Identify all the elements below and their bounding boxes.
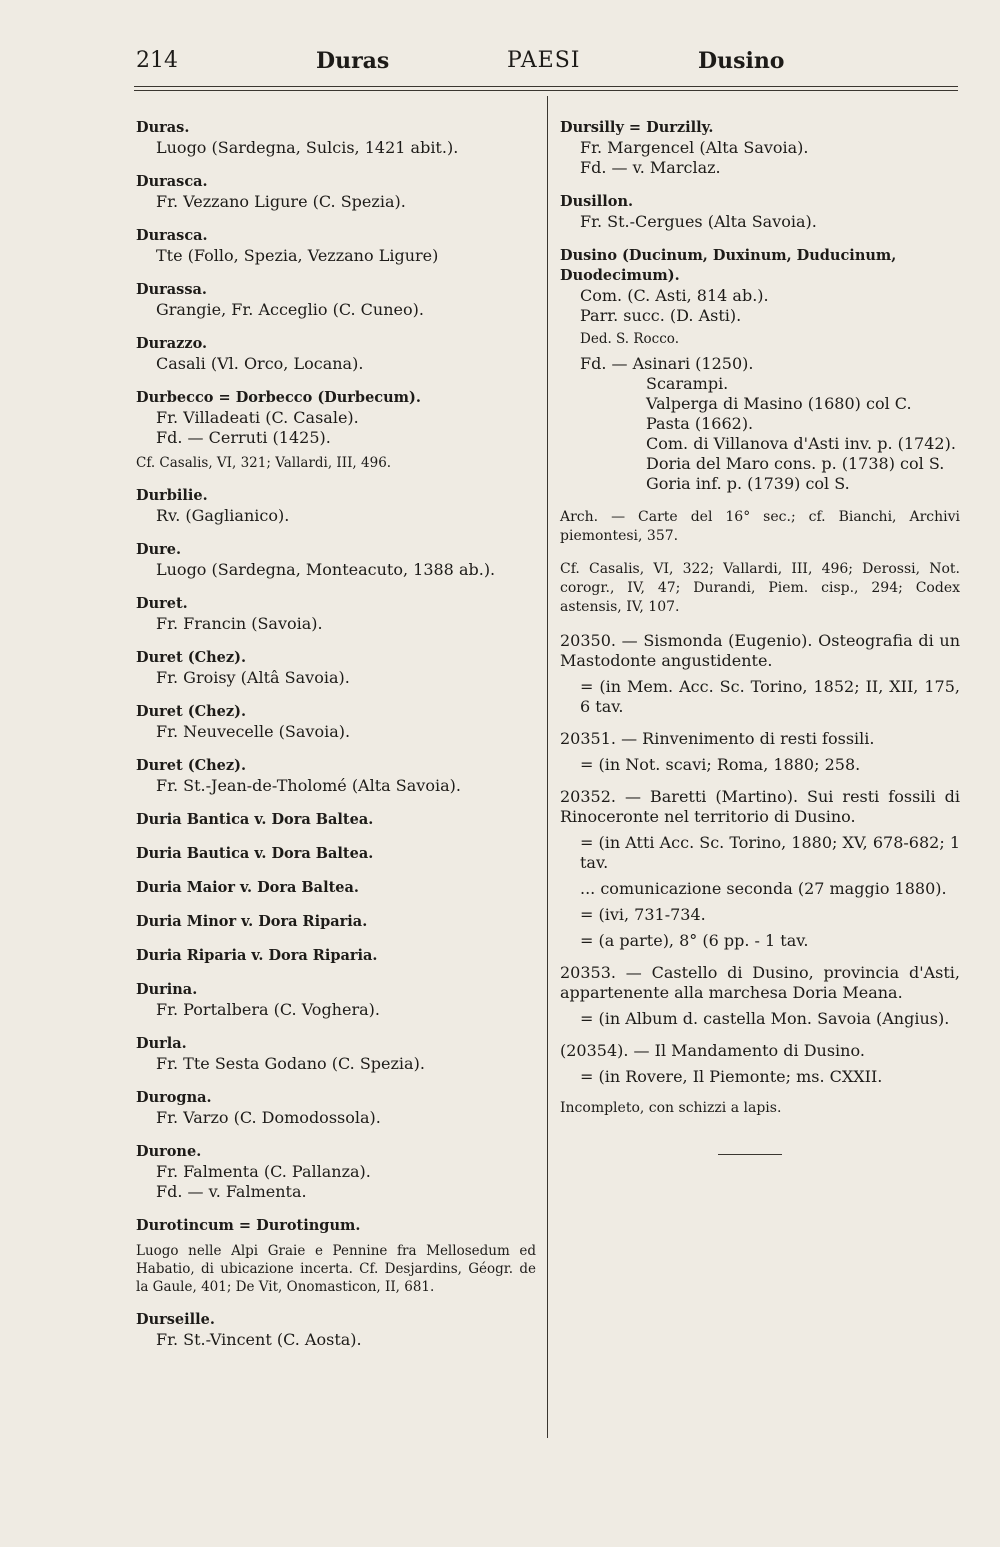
end-rule	[718, 1154, 782, 1155]
bibliography-detail: = (a parte), 8° (6 pp. - 1 tav.	[580, 931, 809, 950]
bibliography-text: 20352. — Baretti (Martino). Sui resti fossili di Rinoceronte nel territorio di Dusino.	[560, 787, 960, 826]
dictionary-entry	[136, 1088, 536, 1128]
entry-reference: Luogo nelle Alpi Graie e Pennine fra Mellosedum ed Habatio, di ubicazione incerta. Cf. Desjardins, Géogr. de la Gaule, 401; De Vit, Onomasticon, II, 681.	[136, 1243, 536, 1295]
entry-headword: Duret (Chez).	[136, 703, 247, 720]
entry-headword: Durbilie.	[136, 487, 208, 504]
entry-line: Fr. Vezzano Ligure (C. Spezia).	[156, 192, 406, 211]
bibliography-detail: = (in Not. scavi; Roma, 1880; 258.	[580, 755, 861, 774]
entry-line: Fr. Francin (Savoia).	[156, 614, 323, 633]
bibliography-item	[560, 631, 960, 717]
entry-headword: Duret (Chez).	[136, 757, 247, 774]
entry-line: Fr. Margencel (Alta Savoia).	[580, 138, 809, 157]
left-column	[136, 118, 536, 1364]
dictionary-entry	[136, 980, 536, 1020]
dictionary-entry	[136, 878, 536, 898]
entry-line: Fd. — Cerruti (1425).	[156, 428, 331, 447]
entry-headword: Dure.	[136, 541, 182, 558]
entry-line: Fr. St.-Vincent (C. Aosta).	[156, 1330, 362, 1349]
dictionary-entry	[136, 226, 536, 266]
entry-line: Luogo (Sardegna, Sulcis, 1421 abit.).	[156, 138, 459, 157]
dedication-line: Ded. S. Rocco.	[580, 331, 679, 347]
entry-line: Tte (Follo, Spezia, Vezzano Ligure)	[156, 246, 439, 265]
dictionary-entry	[560, 192, 960, 232]
bibliography-detail: = (in Album d. castella Mon. Savoia (Angius).	[580, 1009, 950, 1028]
bibliography-detail: = (in Atti Acc. Sc. Torino, 1880; XV, 678-682; 1 tav.	[580, 833, 960, 872]
entry-line: Casali (Vl. Orco, Locana).	[156, 354, 364, 373]
entry-line: Parr. succ. (D. Asti).	[580, 306, 742, 325]
entry-line: Rv. (Gaglianico).	[156, 506, 290, 525]
entry-headword: Duria Bautica v. Dora Baltea.	[136, 845, 374, 862]
entry-line: Fr. Portalbera (C. Voghera).	[156, 1000, 380, 1019]
entry-line: Fr. Falmenta (C. Pallanza).	[156, 1162, 371, 1181]
page-number: 214	[136, 48, 178, 73]
feudatary-line: Valperga di Masino (1680) col C.	[646, 394, 912, 413]
dictionary-entry	[136, 1310, 536, 1350]
bibliography-detail: ... comunicazione seconda (27 maggio 1880).	[580, 879, 947, 898]
feudatary-line: Fd. — Asinari (1250).	[580, 354, 754, 373]
bibliography-item	[560, 1041, 960, 1087]
dictionary-entry	[136, 594, 536, 634]
dictionary-entry	[136, 334, 536, 374]
entry-line: Fd. — v. Falmenta.	[156, 1182, 307, 1201]
dictionary-entry	[136, 648, 536, 688]
entry-headword: Durassa.	[136, 281, 207, 298]
entry-headword: Duria Minor v. Dora Riparia.	[136, 913, 368, 930]
entry-headword: Durla.	[136, 1035, 187, 1052]
entry-line: Fr. Tte Sesta Godano (C. Spezia).	[156, 1054, 425, 1073]
entry-line: Luogo (Sardegna, Monteacuto, 1388 ab.).	[156, 560, 496, 579]
dictionary-entry	[136, 1216, 536, 1296]
dictionary-entry	[136, 540, 536, 580]
feudatary-line: Goria inf. p. (1739) col S.	[646, 474, 850, 493]
bibliography-list	[560, 631, 960, 1087]
entry-headword: Durazzo.	[136, 335, 208, 352]
entry-headword: Durbecco = Dorbecco (Durbecum).	[136, 389, 421, 406]
reference-note: Cf. Casalis, VI, 322; Vallardi, III, 496; Derossi, Not. corogr., IV, 47; Durandi, Piem. cisp., 294; Codex astensis, IV, 107.	[560, 561, 960, 615]
dictionary-entry	[136, 280, 536, 320]
entry-headword: Durasca.	[136, 227, 208, 244]
final-note: Incompleto, con schizzi a lapis.	[560, 1100, 782, 1116]
entry-headword: Dusino (Ducinum, Duxinum, Duducinum, Duodecimum).	[560, 247, 897, 284]
dictionary-entry	[136, 946, 536, 966]
entry-reference: Cf. Casalis, VI, 321; Vallardi, III, 496.	[136, 455, 392, 471]
feudatary-line: Com. di Villanova d'Asti inv. p. (1742).	[646, 434, 956, 453]
right-column	[560, 118, 960, 1155]
entry-headword: Duria Bantica v. Dora Baltea.	[136, 811, 374, 828]
entry-headword: Durasca.	[136, 173, 208, 190]
dictionary-entry	[560, 118, 960, 178]
entry-headword: Duret (Chez).	[136, 649, 247, 666]
entry-line: Com. (C. Asti, 814 ab.).	[580, 286, 769, 305]
header-rule-thin	[134, 90, 958, 91]
dictionary-entry	[136, 1034, 536, 1074]
entry-headword: Dusillon.	[560, 193, 634, 210]
dictionary-entry	[136, 388, 536, 472]
bibliography-item	[560, 963, 960, 1029]
entry-headword: Dursilly = Durzilly.	[560, 119, 714, 136]
page-header	[136, 48, 958, 86]
dictionary-entry	[136, 486, 536, 526]
bibliography-text: (20354). — Il Mandamento di Dusino.	[560, 1041, 865, 1060]
entry-headword: Durogna.	[136, 1089, 212, 1106]
bibliography-text: 20350. — Sismonda (Eugenio). Osteografia di un Mastodonte angustidente.	[560, 631, 960, 670]
entry-line: Fd. — v. Marclaz.	[580, 158, 721, 177]
dictionary-entry	[136, 844, 536, 864]
dictionary-entry	[136, 118, 536, 158]
bibliography-detail: = (ivi, 731-734.	[580, 905, 706, 924]
dictionary-entry	[136, 810, 536, 830]
archive-note: Arch. — Carte del 16° sec.; cf. Bianchi, Archivi piemontesi, 357.	[560, 509, 960, 544]
bibliography-item	[560, 787, 960, 951]
bibliography-text: 20353. — Castello di Dusino, provincia d'Asti, appartenente alla marchesa Doria Meana.	[560, 963, 960, 1002]
dictionary-entry	[136, 172, 536, 212]
feudatary-line: Doria del Maro cons. p. (1738) col S.	[646, 454, 945, 473]
entry-headword: Durotincum = Durotingum.	[136, 1217, 361, 1234]
bibliography-detail: = (in Mem. Acc. Sc. Torino, 1852; II, XII, 175, 6 tav.	[580, 677, 960, 716]
feudatary-line: Pasta (1662).	[646, 414, 754, 433]
entry-headword: Duras.	[136, 119, 190, 136]
entry-line: Fr. Varzo (C. Domodossola).	[156, 1108, 381, 1127]
bibliography-item	[560, 729, 960, 775]
header-left-word: Duras	[316, 48, 390, 74]
entry-headword: Durseille.	[136, 1311, 215, 1328]
dictionary-entry	[136, 756, 536, 796]
dictionary-entry	[136, 702, 536, 742]
entry-line: Grangie, Fr. Acceglio (C. Cuneo).	[156, 300, 424, 319]
feudatary-line: Scarampi.	[646, 374, 729, 393]
header-right-word: Dusino	[698, 48, 785, 74]
entry-line: Fr. Neuvecelle (Savoia).	[156, 722, 351, 741]
entry-line: Fr. Groisy (Altâ Savoia).	[156, 668, 350, 687]
entry-headword: Duret.	[136, 595, 188, 612]
dusino-entry	[560, 246, 960, 494]
entry-headword: Durina.	[136, 981, 198, 998]
entry-line: Fr. St.-Jean-de-Tholomé (Alta Savoia).	[156, 776, 461, 795]
entry-headword: Durone.	[136, 1143, 202, 1160]
column-divider	[547, 96, 548, 1438]
entry-headword: Duria Riparia v. Dora Riparia.	[136, 947, 378, 964]
entry-line: Fr. St.-Cergues (Alta Savoia).	[580, 212, 817, 231]
bibliography-detail: = (in Rovere, Il Piemonte; ms. CXXII.	[580, 1067, 883, 1086]
entry-headword: Duria Maior v. Dora Baltea.	[136, 879, 359, 896]
header-rule	[134, 86, 958, 87]
header-center-word: PAESI	[507, 48, 581, 73]
dictionary-entry	[136, 912, 536, 932]
dictionary-entry	[136, 1142, 536, 1202]
entry-line: Fr. Villadeati (C. Casale).	[156, 408, 359, 427]
bibliography-text: 20351. — Rinvenimento di resti fossili.	[560, 729, 875, 748]
